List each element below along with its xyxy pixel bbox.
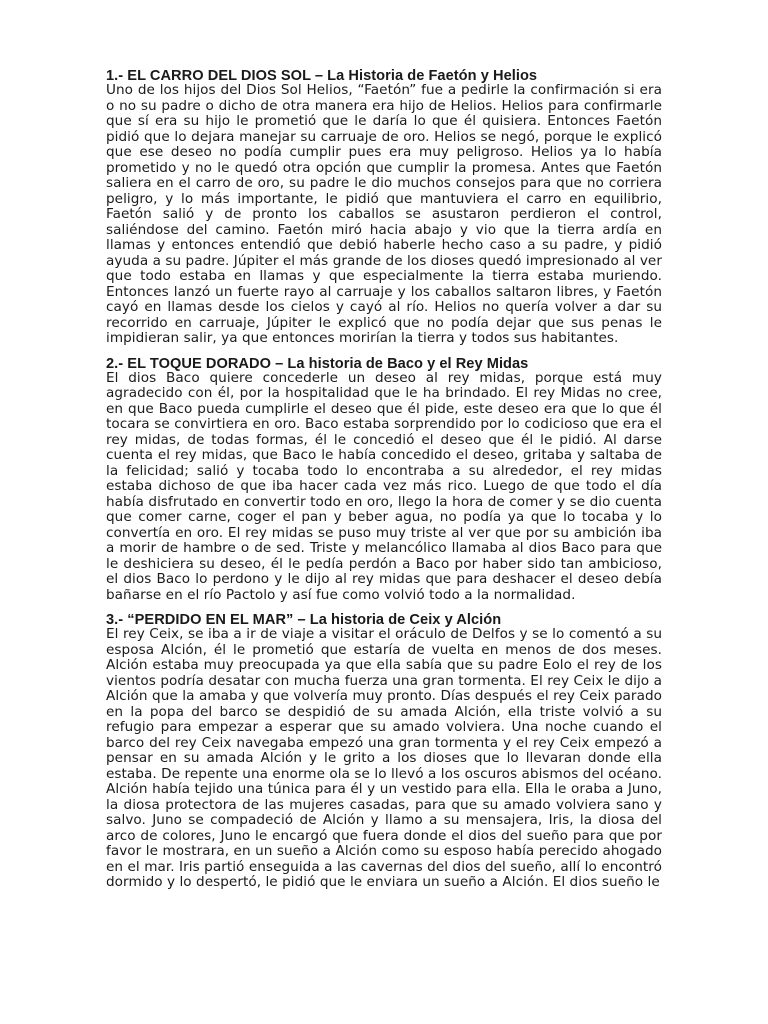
section-heading: 3.- “PERDIDO EN EL MAR” – La historia de Ceix y Alción (106, 612, 502, 628)
section-body: Uno de los hijos del Dios Sol Helios, “Faetón” fue a pedirle la confirmación si era o no su padre o dicho de otra manera era hijo de Helios. Helios para confirmarle que sí era su hijo le prometió que le daría lo que él quisiera. Entonces Faetón pidió que lo dejara manejar su carruaje de oro. Helios se negó, porque le explicó que ese deseo no podía cumplir pues era muy peligroso. Helios ya lo había prometido y no le quedó otra opción que cumplir la promesa. Antes que Faetón saliera en el carro de oro, su padre le dio muchos consejos para que no corriera peligro, y lo más importante, le pidió que mantuviera el carro en equilibrio, Faetón salió y de pronto los caballos se asustaron perdieron el control, saliéndose del camino. Faetón miró hacia abajo y vio que la tierra ardía en llamas y entonces entendió que debió haberle hecho caso a su padre, y pidió ayuda a su padre. Júpiter el más grande de los dioses quedó impresionado al ver que todo estaba en llamas y que especialmente la tierra estaba muriendo. Entonces lanzó un fuerte rayo al carruaje y los caballos saltaron libres, y Faetón cayó en llamas desde los cielos y cayó al río. Helios no quería volver a dar su recorrido en carruaje, Júpiter le explicó que no podía dejar que sus penas le impidieran salir, ya que entonces morirían la tierra y todos sus habitantes. (106, 82, 662, 346)
story-section-faeton (106, 68, 662, 347)
section-body: El dios Baco quiere concederle un deseo al rey midas, porque está muy agradecido con él, por la hospitalidad que le ha brindado. El rey Midas no cree, en que Baco pueda cumplirle el deseo que él pide, este deseo era que lo que él tocara se convirtiera en oro. Baco estaba sorprendido por lo codicioso que era el rey midas, de todas formas, él le concedió el deseo que él le pidió. Al darse cuenta el rey midas, que Baco le había concedido el deseo, gritaba y saltaba de la felicidad; salió y tocaba todo lo encontraba a su alrededor, el rey midas estaba dichoso de que iba hacer cada vez más rico. Luego de que todo el día había disfrutado en convertir todo en oro, llego la hora de comer y se dio cuenta que comer carne, coger el pan y beber agua, no podía ya que lo tocaba y lo convertía en oro. El rey midas se puso muy triste al ver que por su ambición iba a morir de hambre o de sed. Triste y melancólico llamaba al dios Baco para que le deshiciera su deseo, él le pedía perdón a Baco por haber sido tan ambicioso, el dios Baco lo perdono y le dijo al rey midas que para deshacer el deseo debía bañarse en el río Pactolo y así fue como volvió todo a la normalidad. (106, 369, 662, 603)
document-page (106, 68, 662, 900)
section-heading: 2.- EL TOQUE DORADO – La historia de Baco y el Rey Midas (106, 355, 529, 372)
story-section-ceix (106, 612, 662, 891)
section-heading: 1.- EL CARRO DEL DIOS SOL – La Historia de Faetón y Helios (106, 68, 538, 84)
section-body: El rey Ceix, se iba a ir de viaje a visitar el oráculo de Delfos y se lo comentó a su esposa Alción, él le prometió que estaría de vuelta en menos de dos meses. Alción estaba muy preocupada ya que ella sabía que su padre Eolo el rey de los vientos podría desatar con mucha fuerza una gran tormenta. El rey Ceix le dijo a Alción que la amaba y que volvería muy pronto. Días después el rey Ceix parado en la popa del barco se despidió de su amada Alción, ella triste volvió a su refugio para empezar a esperar que su amado volviera. Una noche cuando el barco del rey Ceix navegaba empezó una gran tormenta y el rey Ceix empezó a pensar en su amada Alción y le grito a los dioses que lo llevaran donde ella estaba. De repente una enorme ola se lo llevó a los oscuros abismos del océano. Alción había tejido una túnica para él y un vestido para ella. Ella le oraba a Juno, la diosa protectora de las mujeres casadas, para que su amado volviera sano y salvo. Juno se compadeció de Alción y llamo a su mensajera, Iris, la diosa del arco de colores, Juno le encargó que fuera donde el dios del sueño para que por favor le mostrara, en un sueño a Alción como su esposo había perecido ahogado en el mar. Iris partió enseguida a las cavernas del dios del sueño, allí lo encontró dormido y lo despertó, le pidió que le enviara un sueño a Alción. El dios sueño le (106, 626, 662, 890)
story-section-midas (106, 356, 662, 604)
